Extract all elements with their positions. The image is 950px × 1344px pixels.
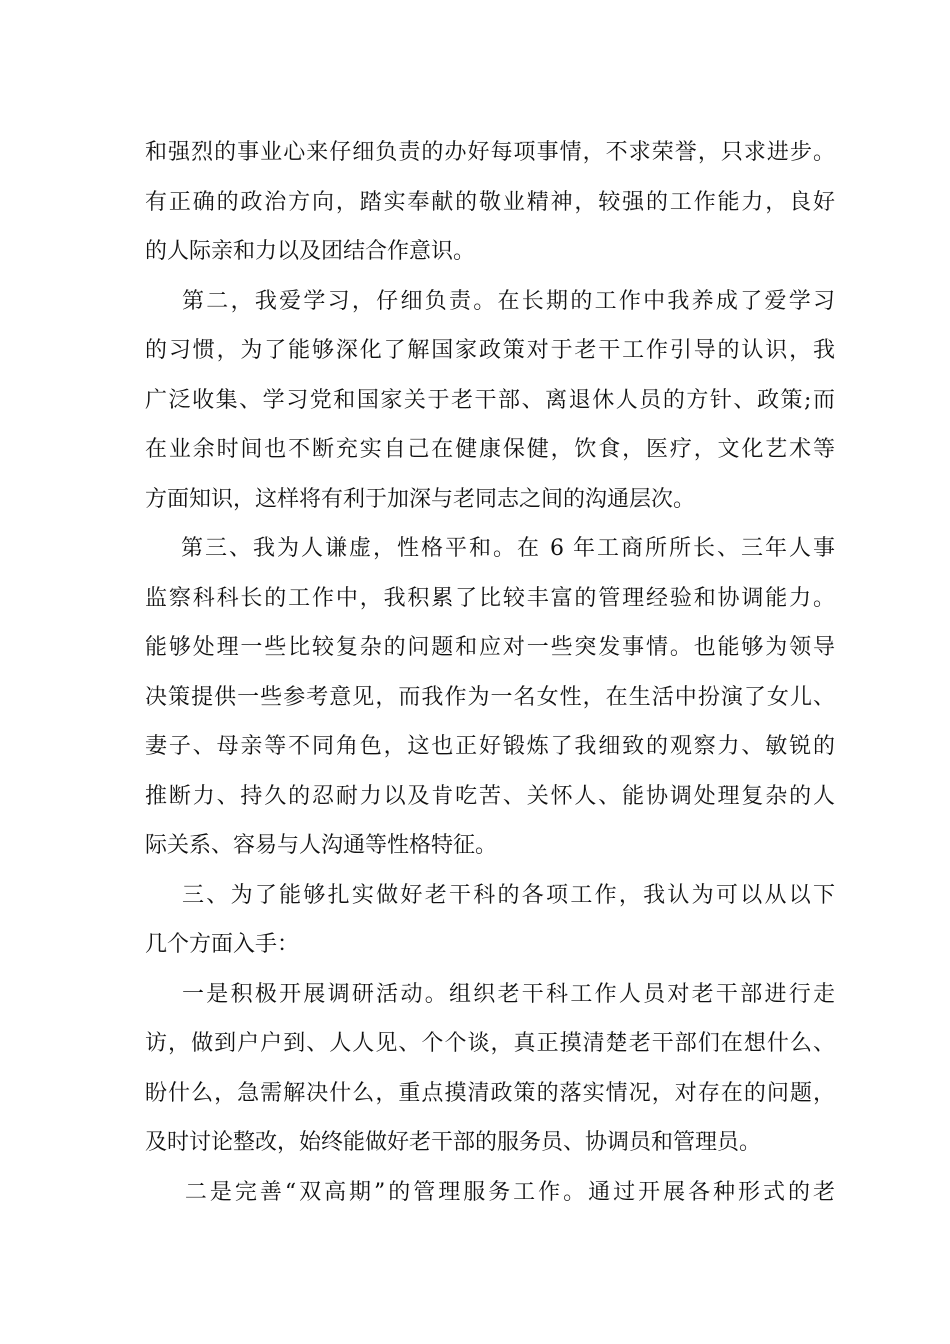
text-line: 第二，我爱学习，仔细负责。在长期的工作中我养成了爱学习 (145, 288, 835, 314)
text-line: 推断力、持久的忍耐力以及肯吃苦、关怀人、能协调处理复杂的人 (145, 783, 835, 809)
text-line: 第三、我为人谦虚，性格平和。在 6 年工商所所长、三年人事 (145, 536, 835, 561)
text-line: 盼什么，急需解决什么，重点摸清政策的落实情况，对存在的问题， (145, 1080, 835, 1106)
text-line: 访，做到户户到、人人见、个个谈，真正摸清楚老干部们在想什么、 (145, 1031, 835, 1056)
document-body (145, 128, 835, 1217)
text-line: 方面知识，这样将有利于加深与老同志之间的沟通层次。 (145, 486, 696, 512)
text-line: 的习惯，为了能够深化了解国家政策对于老干工作引导的认识，我 (145, 338, 835, 363)
text-line: 有正确的政治方向，踏实奉献的敬业精神，较强的工作能力，良好 (145, 189, 835, 215)
text-line: 际关系、容易与人沟通等性格特征。 (145, 833, 498, 858)
text-line: 及时讨论整改，始终能做好老干部的服务员、协调员和管理员。 (145, 1130, 762, 1155)
text-line: 的人际亲和力以及团结合作意识。 (145, 239, 476, 264)
text-line: 三、为了能够扎实做好老干科的各项工作，我认为可以从以下 (145, 882, 835, 908)
text-line: 妻子、母亲等不同角色，这也正好锻炼了我细致的观察力、敏锐的 (145, 734, 835, 759)
text-line: 能够处理一些比较复杂的问题和应对一些突发事情。也能够为领导 (145, 635, 835, 660)
text-line: 在业余时间也不断充实自己在健康保健，饮食，医疗，文化艺术等 (145, 437, 835, 462)
text-line: 和强烈的事业心来仔细负责的办好每项事情，不求荣誉，只求进步。 (145, 140, 835, 165)
text-line: 一是积极开展调研活动。组织老干科工作人员对老干部进行走 (145, 981, 835, 1007)
text-line: 二是完善“双高期”的管理服务工作。通过开展各种形式的老 (145, 1179, 835, 1205)
text-line: 决策提供一些参考意见，而我作为一名女性，在生活中扮演了女儿、 (145, 684, 835, 710)
text-line: 几个方面入手： (145, 932, 300, 957)
text-line: 广泛收集、学习党和国家关于老干部、离退休人员的方针、政策;而 (145, 387, 835, 413)
text-line: 监察科科长的工作中，我积累了比较丰富的管理经验和协调能力。 (145, 585, 835, 611)
